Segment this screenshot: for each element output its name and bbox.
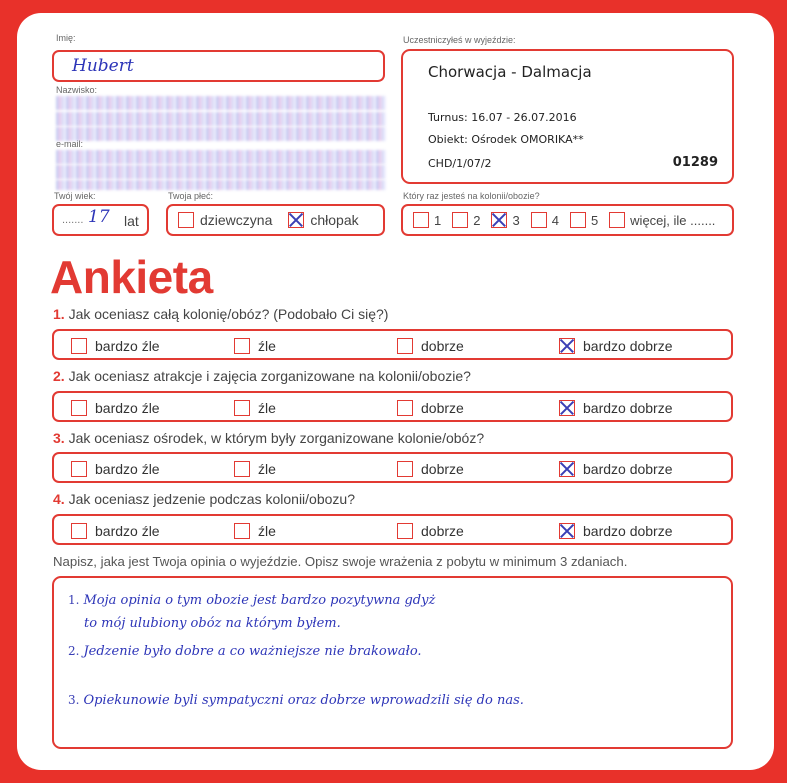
question-3-number: 3. — [53, 430, 65, 446]
q4-option-bad[interactable] — [234, 523, 250, 539]
q2-option-bad-label: źle — [258, 400, 276, 416]
q2-option-good[interactable] — [397, 400, 413, 416]
opinion-prompt: Napisz, jaka jest Twoja opinia o wyjeździe. Opisz swoje wrażenia z pobytu w minimum 3 zdaniach. — [53, 554, 628, 569]
participant-label: Uczestniczyłeś w wyjeździe: — [403, 35, 516, 45]
question-4 — [53, 491, 355, 507]
age-unit: lat — [124, 213, 139, 229]
age-dots: ....... — [62, 214, 84, 226]
gender-label-female: dziewczyna — [200, 212, 273, 228]
opinion-textarea[interactable] — [52, 576, 733, 749]
opinion-line-2 — [84, 616, 341, 631]
times-checkbox-4[interactable] — [531, 212, 547, 228]
age-field[interactable] — [52, 204, 149, 236]
question-3-options — [52, 452, 733, 483]
times-field — [401, 204, 734, 236]
email-label: e-mail: — [56, 139, 84, 149]
q4-option-very-bad-label: bardzo źle — [95, 523, 160, 539]
opinion-line-1-number: 1. — [68, 593, 80, 607]
q3-option-bad[interactable] — [234, 461, 250, 477]
question-4-text: Jak oceniasz jedzenie podczas kolonii/obozu? — [68, 491, 355, 507]
question-2 — [53, 368, 471, 384]
question-2-number: 2. — [53, 368, 65, 384]
age-value: 17 — [88, 207, 110, 227]
q1-option-very-bad-label: bardzo źle — [95, 338, 160, 354]
opinion-line-3 — [68, 644, 422, 659]
q4-option-good-label: dobrze — [421, 523, 464, 539]
question-1-options — [52, 329, 733, 360]
q1-option-very-good-label: bardzo dobrze — [583, 338, 673, 354]
times-label-more: więcej, ile ....... — [630, 212, 716, 228]
times-label-3: 3 — [512, 212, 520, 228]
opinion-line-4-number: 3. — [68, 693, 80, 707]
q4-option-very-good-label: bardzo dobrze — [583, 523, 673, 539]
q1-option-bad-label: źle — [258, 338, 276, 354]
opinion-line-1-text: Moja opinia o tym obozie jest bardzo pozytywna gdyż — [83, 593, 436, 608]
trip-name: Chorwacja - Dalmacja — [428, 63, 592, 81]
question-1-number: 1. — [53, 306, 65, 322]
times-label: Który raz jesteś na kolonii/obozie? — [403, 191, 540, 201]
opinion-line-4-text: Opiekunowie byli sympatyczni oraz dobrze wprowadzili się do nas. — [83, 693, 524, 708]
question-1-text: Jak oceniasz całą kolonię/obóz? (Podobało Ci się?) — [68, 306, 389, 322]
q4-option-good[interactable] — [397, 523, 413, 539]
opinion-line-3-number: 2. — [68, 644, 80, 658]
gender-checkbox-female[interactable] — [178, 212, 194, 228]
q1-option-very-bad[interactable] — [71, 338, 87, 354]
opinion-line-1 — [68, 593, 435, 608]
q3-option-very-bad-label: bardzo źle — [95, 461, 160, 477]
q3-option-very-good-label: bardzo dobrze — [583, 461, 673, 477]
question-1 — [53, 306, 388, 322]
times-label-5: 5 — [590, 212, 599, 228]
q3-option-good[interactable] — [397, 461, 413, 477]
name-label: Imię: — [56, 33, 76, 43]
opinion-line-4 — [68, 693, 524, 708]
times-checkbox-1[interactable] — [413, 212, 429, 228]
times-checkbox-5[interactable] — [570, 212, 586, 228]
times-label-2: 2 — [473, 212, 481, 228]
question-4-options — [52, 514, 733, 545]
times-checkbox-more[interactable] — [609, 212, 625, 228]
gender-field — [166, 204, 385, 236]
question-2-text: Jak oceniasz atrakcje i zajęcia zorganizowane na kolonii/obozie? — [68, 368, 471, 384]
gender-label: Twoja płeć: — [168, 191, 214, 201]
q2-option-very-good-label: bardzo dobrze — [583, 400, 673, 416]
q2-option-good-label: dobrze — [421, 400, 464, 416]
age-label: Twój wiek: — [54, 191, 96, 201]
name-value: Hubert — [72, 56, 134, 76]
times-checkbox-3[interactable] — [491, 212, 507, 228]
surname-label: Nazwisko: — [56, 85, 98, 95]
q2-option-very-good[interactable] — [559, 400, 575, 416]
q1-option-good-label: dobrze — [421, 338, 464, 354]
opinion-line-2-text: to mój ulubiony obóz na którym byłem. — [84, 616, 341, 631]
trip-code: CHD/1/07/2 — [428, 157, 492, 170]
question-2-options — [52, 391, 733, 422]
q3-option-good-label: dobrze — [421, 461, 464, 477]
q1-option-very-good[interactable] — [559, 338, 575, 354]
q3-option-bad-label: źle — [258, 461, 276, 477]
trip-info-box — [401, 49, 734, 184]
q2-option-bad[interactable] — [234, 400, 250, 416]
times-checkbox-2[interactable] — [452, 212, 468, 228]
question-4-number: 4. — [53, 491, 65, 507]
opinion-line-3-text: Jedzenie było dobre a co ważniejsze nie brakowało. — [83, 644, 422, 659]
times-label-1: 1 — [434, 212, 442, 228]
q3-option-very-bad[interactable] — [71, 461, 87, 477]
q3-option-very-good[interactable] — [559, 461, 575, 477]
times-label-4: 4 — [551, 212, 559, 228]
q2-option-very-bad[interactable] — [71, 400, 87, 416]
q2-option-very-bad-label: bardzo źle — [95, 400, 160, 416]
gender-label-male: chłopak — [310, 212, 359, 228]
q4-option-very-good[interactable] — [559, 523, 575, 539]
name-field[interactable] — [52, 50, 385, 82]
question-3-text: Jak oceniasz ośrodek, w którym były zorganizowane kolonie/obóz? — [68, 430, 485, 446]
q1-option-bad[interactable] — [234, 338, 250, 354]
trip-obiekt: Obiekt: Ośrodek OMORIKA** — [428, 133, 584, 146]
question-3 — [53, 430, 484, 446]
q4-option-bad-label: źle — [258, 523, 276, 539]
trip-number: 01289 — [672, 155, 718, 170]
survey-title: Ankieta — [50, 251, 213, 303]
gender-checkbox-male[interactable] — [288, 212, 304, 228]
trip-turnus: Turnus: 16.07 - 26.07.2016 — [428, 111, 577, 124]
q4-option-very-bad[interactable] — [71, 523, 87, 539]
q1-option-good[interactable] — [397, 338, 413, 354]
